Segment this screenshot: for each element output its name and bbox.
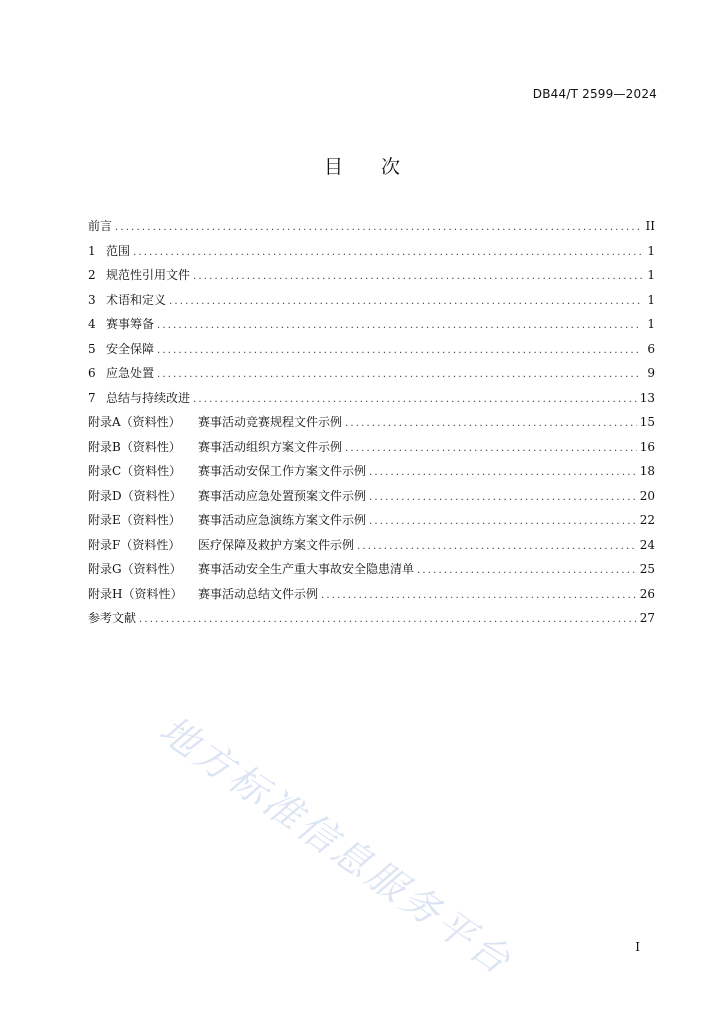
watermark-text: 地方标准信息服务平台 [151,707,521,985]
toc-entry-number: 4 [88,317,96,331]
toc-entry-2[interactable] [88,266,655,291]
toc-leader-dots [357,541,637,552]
toc-leader-dots [115,222,642,233]
toc-leader-dots [133,247,642,258]
toc-entry-label: 术语和定义 [106,292,167,307]
toc-entry-page: 1 [647,317,655,331]
document-code: DB44/T 2599—2024 [532,87,657,101]
toc-leader-dots [345,443,637,454]
toc-leader-dots [321,590,637,601]
toc-leader-dots [157,320,642,331]
toc-entry-page: 1 [647,292,655,307]
toc-leader-dots [169,296,642,307]
toc-entry-label: 安全保障 [106,341,155,356]
toc-entry-page: 16 [639,439,655,454]
toc-leader-dots [139,614,637,625]
toc-entry-1[interactable] [88,242,655,267]
toc-entry-page: 6 [647,341,655,356]
page-title [0,152,724,179]
toc-entry-page: 18 [639,464,655,478]
toc-appendix-prefix: 附录C（资料性） [88,464,182,478]
toc-entry-number: 2 [88,268,96,282]
toc-appendix-prefix: 附录D（资料性） [88,488,182,503]
toc-entry-foreword[interactable] [88,217,655,242]
toc-leader-dots [193,394,637,405]
toc-entry-label: 范围 [106,243,131,258]
toc-entry-appendix-h[interactable] [88,585,655,610]
toc-leader-dots [369,492,637,503]
toc-leader-dots [369,516,637,527]
toc-entry-label: 赛事活动应急处置预案文件示例 [198,488,367,503]
toc-entry-references[interactable] [88,609,655,634]
toc-entry-label: 赛事活动应急演练方案文件示例 [198,513,367,527]
toc-entry-number: 3 [88,292,96,307]
toc-appendix-prefix: 附录E（资料性） [88,513,181,527]
toc-entry-page: 1 [647,268,655,282]
toc-entry-page: 9 [647,366,655,380]
toc-appendix-prefix: 附录H（资料性） [88,586,183,601]
toc-entry-page: 22 [639,513,655,527]
toc-entry-page: 13 [639,390,655,405]
toc-entry-page: 20 [639,488,655,503]
toc-entry-label: 总结与持续改进 [106,390,191,405]
toc-entry-label: 赛事活动总结文件示例 [198,586,319,601]
toc-entry-label: 应急处置 [106,366,155,380]
toc-entry-7[interactable] [88,389,655,414]
toc-entry-appendix-a[interactable] [88,413,655,438]
title-char-1: 目 [323,156,343,178]
toc-entry-appendix-c[interactable] [88,462,655,487]
toc-entry-label: 赛事活动安全生产重大事故安全隐患清单 [198,562,415,576]
toc-entry-page: 26 [639,586,655,601]
toc-entry-appendix-e[interactable] [88,511,655,536]
title-char-2: 次 [381,156,401,178]
toc-entry-label: 赛事活动安保工作方案文件示例 [198,464,367,478]
toc-appendix-prefix: 附录B（资料性） [88,439,181,454]
toc-entry-appendix-b[interactable] [88,438,655,463]
toc-entry-page: 24 [639,537,655,552]
toc-entry-page: 15 [639,415,655,429]
toc-entry-label: 规范性引用文件 [106,268,191,282]
toc-entry-4[interactable] [88,315,655,340]
toc-leader-dots [369,467,637,478]
table-of-contents [88,217,655,634]
toc-entry-page: 25 [639,562,655,576]
toc-entry-page: 27 [639,611,655,625]
toc-entry-label: 参考文献 [88,611,137,625]
toc-entry-5[interactable] [88,340,655,365]
toc-entry-number: 5 [88,341,96,356]
toc-appendix-prefix: 附录G（资料性） [88,562,182,576]
toc-appendix-prefix: 附录A（资料性） [88,415,181,429]
toc-entry-page: II [645,219,655,233]
page-number: I [635,940,640,954]
toc-leader-dots [157,369,642,380]
toc-entry-label: 赛事活动竞赛规程文件示例 [198,415,343,429]
toc-entry-label: 前言 [88,219,113,233]
toc-leader-dots [193,271,642,282]
toc-entry-appendix-g[interactable] [88,560,655,585]
toc-entry-appendix-f[interactable] [88,536,655,561]
toc-entry-number: 1 [88,243,96,258]
toc-entry-3[interactable] [88,291,655,316]
toc-leader-dots [345,418,637,429]
toc-entry-number: 7 [88,390,96,405]
toc-entry-6[interactable] [88,364,655,389]
toc-entry-page: 1 [647,243,655,258]
toc-entry-number: 6 [88,366,96,380]
toc-entry-label: 赛事筹备 [106,317,155,331]
toc-entry-label: 赛事活动组织方案文件示例 [198,439,343,454]
toc-leader-dots [157,345,642,356]
toc-entry-label: 医疗保障及救护方案文件示例 [198,537,355,552]
toc-appendix-prefix: 附录F（资料性） [88,537,181,552]
toc-entry-appendix-d[interactable] [88,487,655,512]
toc-leader-dots [417,565,637,576]
